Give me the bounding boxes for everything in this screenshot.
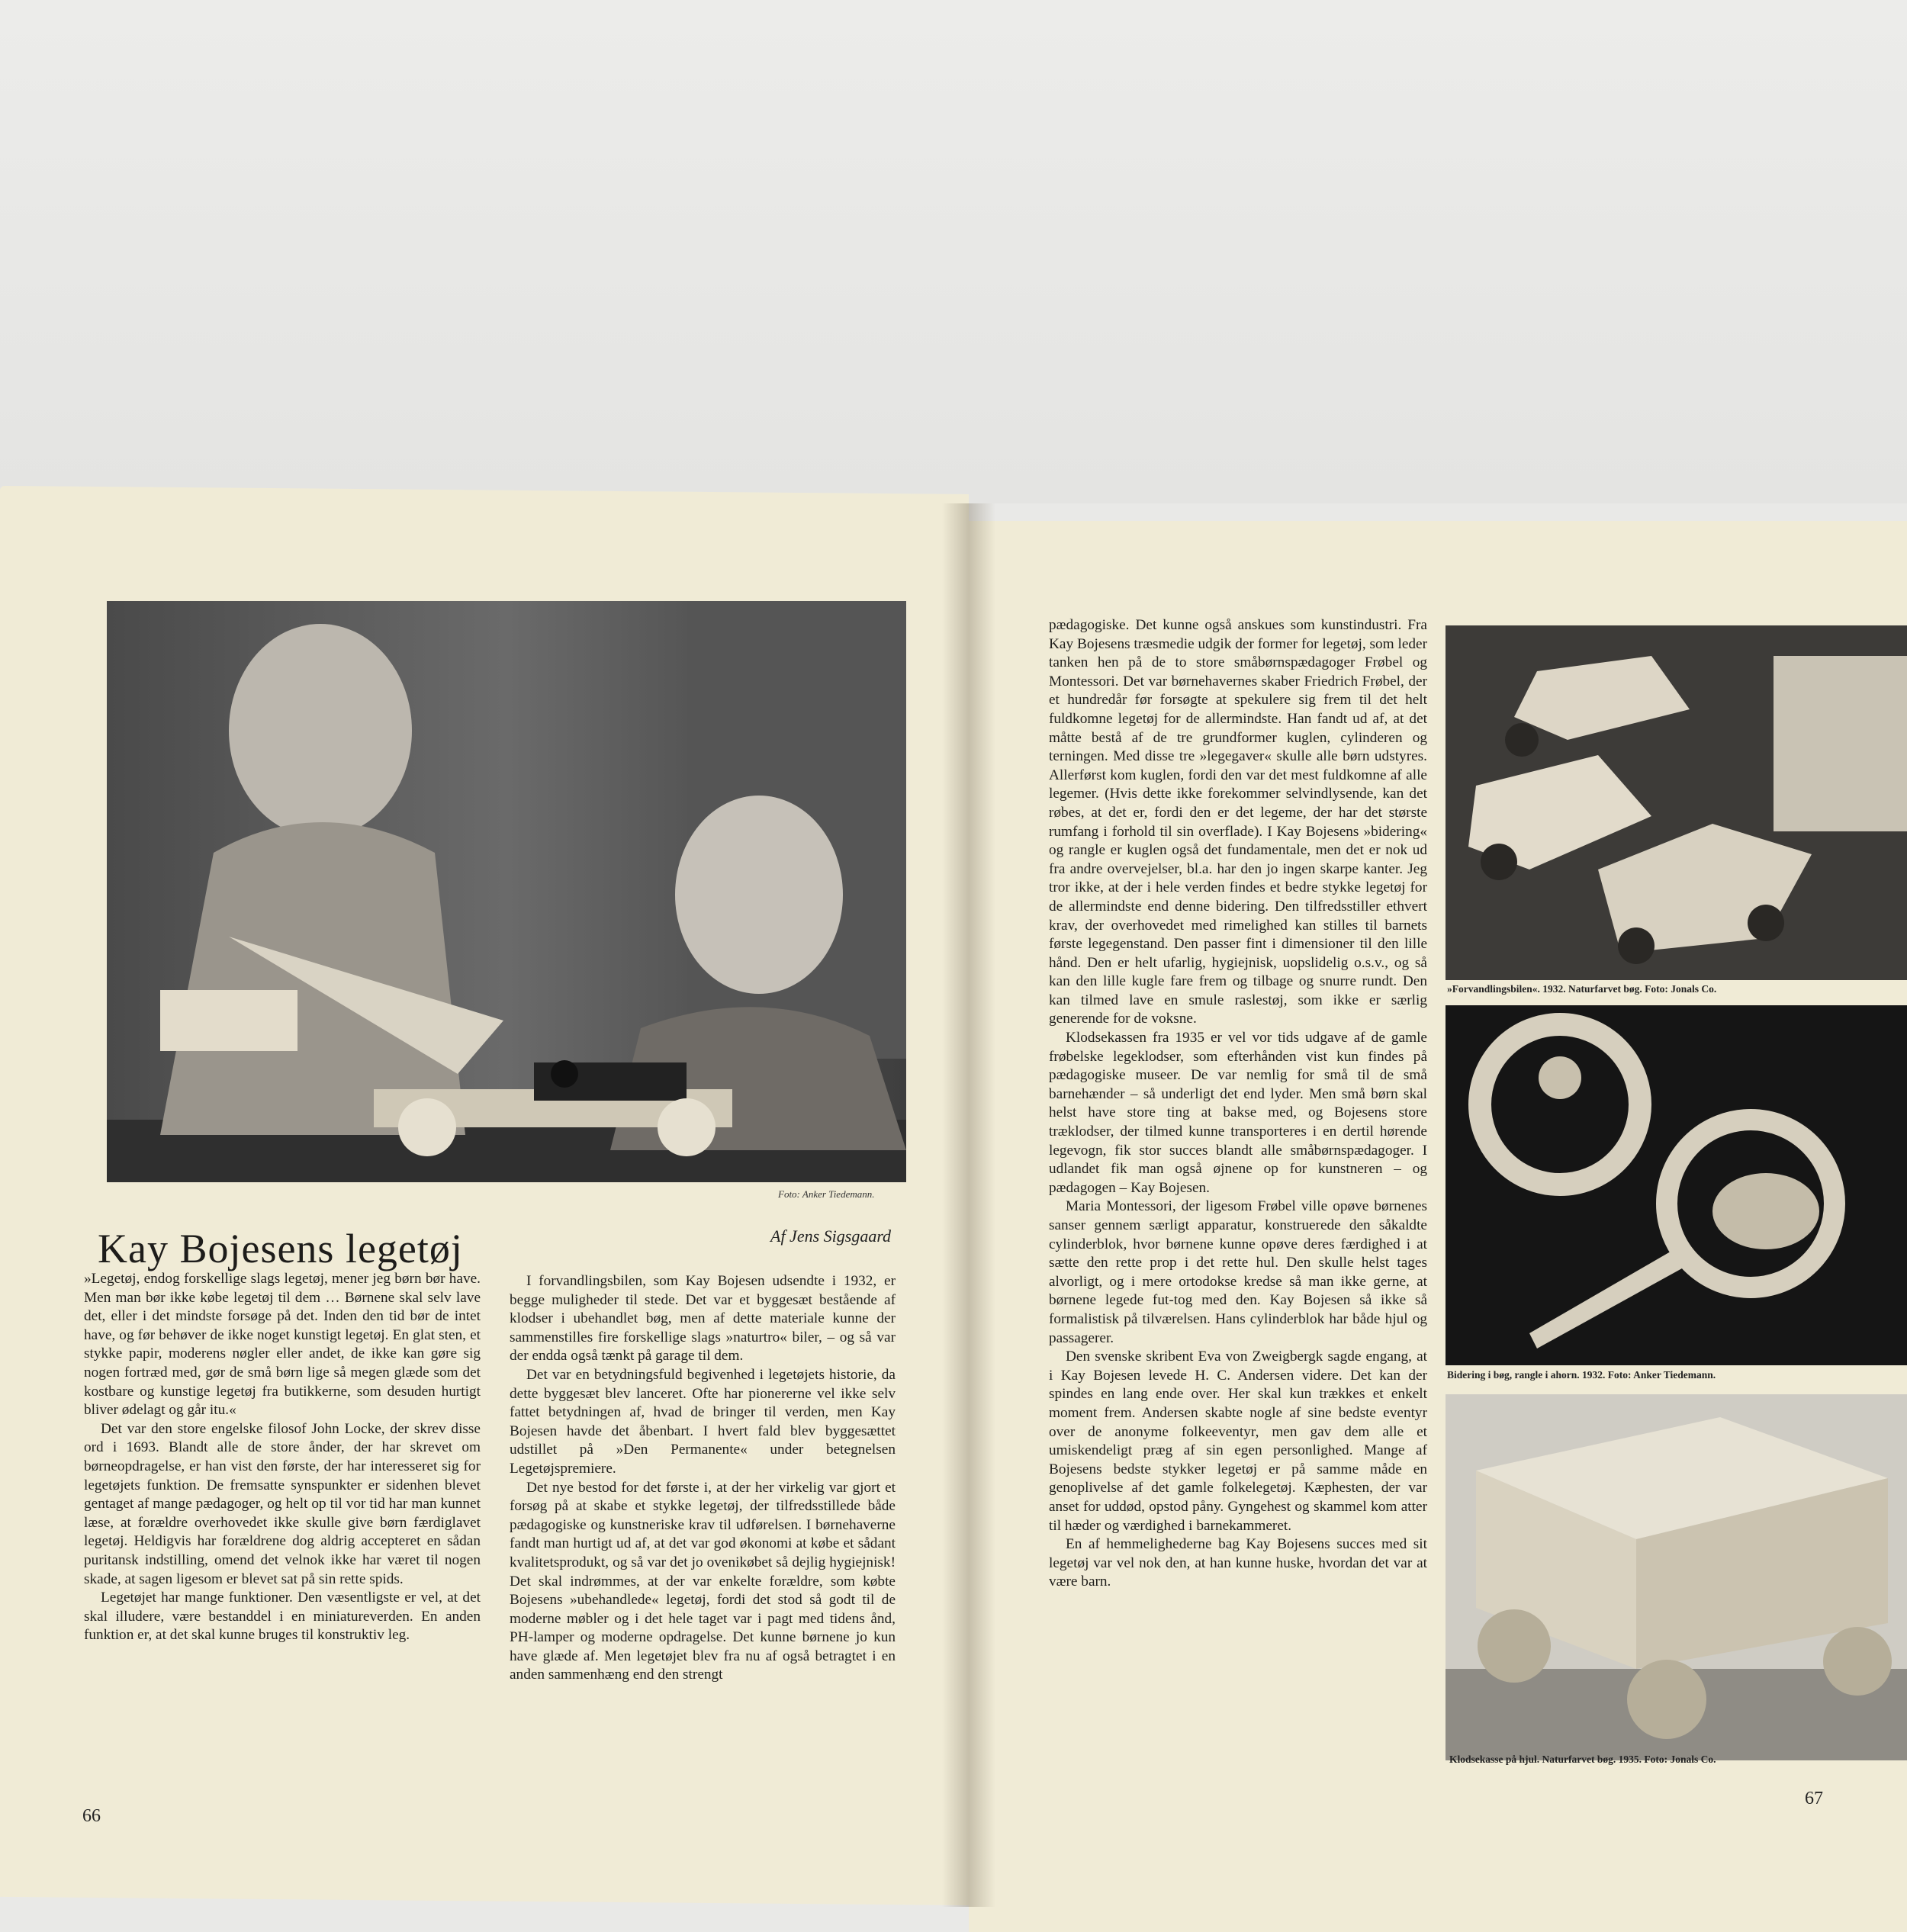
paragraph: Det var den store engelske filosof John Locke, der skrev disse ord i 1693. Blandt alle de store ånder, der har skrevet om børneopdragelse, er han vist den første, der har interesseret sig for legetøjets funktion. De fremsatte synspunkter er sidenhen blevet gentaget af mange pædagoger, og helt op til vor tid har man kunnet læse, at forældre overhovedet ikke skulle give børn færdiglavet legetøj. Heldigvis har forældrene dog aldrig accepteret en sådan puritansk indstilling, omend det velnok ikke har været til nogen skade, at sagen ligesom er blevet sat på sin rette spids. (84, 1420, 481, 1587)
paragraph: En af hemmelighederne bag Kay Bojesens succes med sit legetøj var vel nok den, at han kunne huske, hvordan det var at være barn. (1049, 1536, 1427, 1590)
paragraph: I forvandlingsbilen, som Kay Bojesen udsendte i 1932, er begge muligheder til stede. Det var et byggesæt bestående af klodser i ubehandlet bøg, men af dette materiale kunne der sammenstilles fire forskellige slags »naturtro« biler, – og så var der endda også tænkt på garage til dem. (510, 1273, 896, 1365)
article-title: Kay Bojesens legetøj (98, 1226, 463, 1272)
paragraph: pædagogiske. Det kunne også anskues som kunstindustri. Fra Kay Bojesens træsmedie udgik der former for legetøj, som leder tanken hen på de to store småbørnspædagoger Frøbel og Montessori. Det var børnehavernes skaber Friedrich Frøbel, der et hundredår før forsøgte at spekulere sig frem til det helt fuldkomne legetøj for de allermindste. Han fandt ud af, at det måtte bestå af de tre grundformer kuglen, cylinderen og terningen. Med disse tre »legegaver« skulle alle børn udstyres. Allerførst kom kuglen, fordi den var det mest fuldkomne af alle legemer. (Hvis dette ikke forekommer selvindlysende, kan det røbes, at det er, fordi den er det legeme, der har det største rumfang i forhold til sin overflade). I Kay Bojesens »bidering« og rangle er kuglen også det fundamentale, men det er nok ud fra andre overvejelser, bl.a. har den jo ingen skarpe kanter. Jeg tror ikke, at der i hele verden findes et bedre stykke legetøj for de allermindste end denne bidering. Den tilfredsstiller ethvert krav, der overhovedet med rimelighed kan stilles til barnets første legegenstand. Den passer fint i dimensioner til den lille hånd. Den er helt ufarlig, hygiejnisk, uopslidelig o.s.v., og så kan den lille kugle fare frem og tilbage og snurre rundt. Den kan tilmed lave en smule raslestøj, som ikke er særlig generende for de voksne. (1049, 617, 1427, 1027)
book-gutter (942, 503, 995, 1907)
caption-teething-ring: Bidering i bøg, rangle i ahorn. 1932. Foto: Anker Tiedemann. (1447, 1369, 1716, 1381)
page-number-left: 66 (82, 1806, 101, 1826)
paragraph: Klodsekassen fra 1935 er vel vor tids udgave af de gamle frøbelske legeklodser, som efterhånden vist kun findes på pædagogiske museer. De var nemlig for små til de små barnehænder – så underligt det end lyder. Men små børn skal helst have store ting at bakse med, og Bojesens store træklodser, der tilmed kunne transporteres i en dertil hørende legevogn, fik stor succes blandt alle småbørnspædagoger. I udlandet fik man også øjnene op for kunstneren – og pædagogen – Kay Bojesen. (1049, 1030, 1427, 1196)
photo-teething-ring-rattle (1446, 1005, 1907, 1365)
paragraph: Det var en betydningsfuld begivenhed i legetøjets historie, da dette byggesæt blev lanceret. Ofte har pionererne vel ikke selv fattet betydningen af, hvad de bringer til verden, men Kay Bojesen havde det åbenbart. I hvert fald blev byggesættet udstillet på »Den Permanente« under betegnelsen Legetøjspremiere. (510, 1366, 896, 1477)
left-column-1 (84, 1270, 481, 1645)
caption-toy-cars: »Forvandlingsbilen«. 1932. Naturfarvet bøg. Foto: Jonals Co. (1447, 983, 1717, 995)
left-column-2 (510, 1272, 896, 1685)
right-column (1049, 616, 1427, 1592)
paragraph: Maria Montessori, der ligesom Frøbel ville opøve børnenes sanser gennem særligt apparatur, konstruerede den såkaldte cylinderblok, hvor børnene kunne opøve deres færdighed i at sætte den rette prop i det rette hul. Den skulle helst tages alvorligt, og i mere ortodokse kredse så man ikke gerne, at børnene legede fut-tog med den. Kay Bojesen så ikke så formalistisk på tilværelsen. Hans cylinderblok har både hjul og passagerer. (1049, 1198, 1427, 1346)
photo-toy-cars (1446, 625, 1907, 980)
background-surface (0, 0, 1907, 503)
article-byline: Af Jens Sigsgaard (770, 1226, 892, 1246)
caption-block-wagon: Klodsekasse på hjul. Naturfarvet bøg. 1935. Foto: Jonals Co. (1449, 1754, 1716, 1765)
photo-children-playing (107, 601, 906, 1182)
paragraph: »Legetøj, endog forskellige slags legetøj, mener jeg børn bør have. Men man bør ikke købe legetøj til dem … Børnene skal selv lave det, eller i det mindste forsøge på det. Inden den tid bør de intet have, og før behøver de ikke noget kunstigt legetøj. En glat sten, et stykke papir, moderens nøgler eller andet, de ikke kan gøre sig nogen fortræd med, gør de små børn lige så megen glæde som det kostbare og kunstige legetøj fra butikkerne, som desuden hurtigt bliver ødelagt og går itu.« (84, 1271, 481, 1419)
photo-credit: Foto: Anker Tiedemann. (778, 1188, 875, 1200)
page-number-right: 67 (1805, 1789, 1823, 1808)
paragraph: Det nye bestod for det første i, at der her virkelig var gjort et forsøg på at skabe et stykke legetøj, der tilfredsstillede både pædagogiske og kunstneriske krav til udførelsen. I børnehaverne fandt man hurtigt ud af, at det var god økonomi at købe et sådant kvalitetsprodukt, og så var det jo ovenikøbet så dejlig hygiejnisk! Det skal indrømmes, at der var enkelte forældre, som købte Bojesens »ubehandlede« legetøj, fordi det stod så godt til de moderne møbler og i det hele taget var i pagt med tidens ånd, PH-lamper og moderne opdragelse. Det kunne børnene jo kun have glæde af. Men legetøjet blev fra nu af også betragtet i en anden sammenhæng end den strengt (510, 1479, 896, 1683)
photo-block-wagon (1446, 1394, 1907, 1760)
paragraph: Den svenske skribent Eva von Zweigbergk sagde engang, at i Kay Bojesen levede H. C. Andersen videre. Det kan der spindes en lang ende over. Her skal kun trækkes et enkelt moment frem. Andersen skabte nogle af sine bedste eventyr over de anonyme folkeeventyr, men gav dem alle et umiskendeligt præg af sin egen personlighed. Mange af Bojesens bedste stykker legetøj er på samme måde en genoplivelse af det gamle folkelegetøj. Kæphesten, der var anset for uddød, opstod påny. Gyngehest og skammel kom atter til hæder og værdighed i barnekammeret. (1049, 1349, 1427, 1534)
paragraph: Legetøjet har mange funktioner. Den væsentligste er vel, at det skal illudere, være bestanddel i en miniatureverden. En anden funktion er, at det skal kunne bruges til konstruktiv leg. (84, 1590, 481, 1644)
